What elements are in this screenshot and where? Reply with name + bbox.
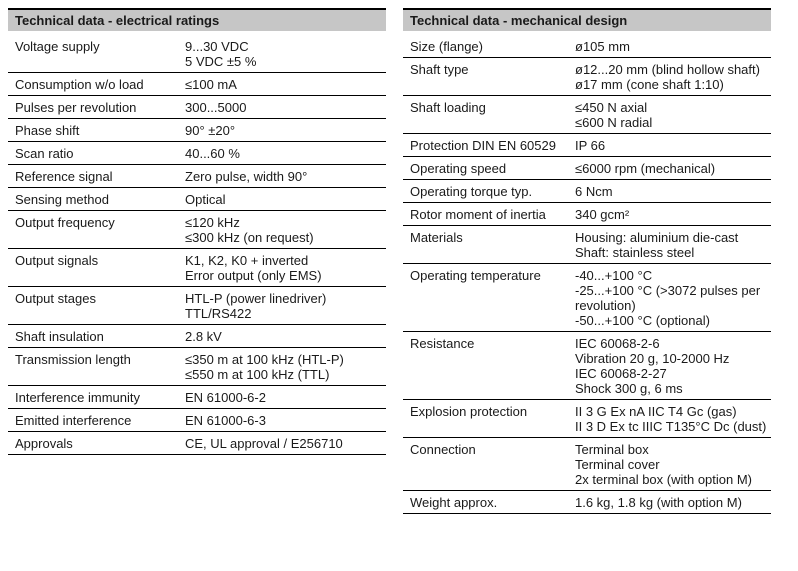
table-row bbox=[8, 432, 386, 455]
row-value bbox=[575, 39, 771, 54]
row-value-line: ≤100 mA bbox=[185, 77, 237, 92]
table-row bbox=[8, 409, 386, 432]
row-value bbox=[185, 192, 386, 207]
mechanical-design-rows bbox=[403, 31, 771, 514]
row-value-line: Shock 300 g, 6 ms bbox=[575, 381, 683, 396]
row-label: Output frequency bbox=[15, 215, 115, 230]
row-value bbox=[185, 39, 386, 69]
row-label: Output stages bbox=[15, 291, 96, 306]
row-value-line: Zero pulse, width 90° bbox=[185, 169, 308, 184]
row-value bbox=[575, 184, 771, 199]
table-row bbox=[403, 491, 771, 514]
table-row bbox=[403, 31, 771, 58]
row-value bbox=[575, 442, 771, 487]
row-label: Scan ratio bbox=[15, 146, 74, 161]
table-row bbox=[8, 31, 386, 73]
row-value-line: -25...+100 °C (>3072 pulses per revolution) bbox=[575, 283, 761, 313]
row-value-line: K1, K2, K0 + inverted bbox=[185, 253, 309, 268]
row-value-line: ≤450 N axial bbox=[575, 100, 648, 115]
row-value-line: 90° ±20° bbox=[185, 123, 236, 138]
row-value bbox=[575, 62, 771, 92]
row-value-line: II 3 G Ex nA IIC T4 Gc (gas) bbox=[575, 404, 737, 419]
electrical-ratings-title: Technical data - electrical ratings bbox=[8, 8, 386, 31]
row-label: Resistance bbox=[410, 336, 475, 351]
table-row bbox=[403, 400, 771, 438]
row-label: Phase shift bbox=[15, 123, 80, 138]
row-label: Output signals bbox=[15, 253, 99, 268]
table-row bbox=[8, 287, 386, 325]
row-value-line: Error output (only EMS) bbox=[185, 268, 322, 283]
row-label: Materials bbox=[410, 230, 463, 245]
row-value-line: 340 gcm² bbox=[575, 207, 630, 222]
table-row bbox=[8, 142, 386, 165]
row-value-line: Vibration 20 g, 10-2000 Hz bbox=[575, 351, 730, 366]
row-value-line: ≤6000 rpm (mechanical) bbox=[575, 161, 716, 176]
row-value-line: ≤300 kHz (on request) bbox=[185, 230, 314, 245]
electrical-ratings-rows bbox=[8, 31, 386, 455]
row-value bbox=[185, 352, 386, 382]
row-label: Interference immunity bbox=[15, 390, 140, 405]
table-row bbox=[403, 226, 771, 264]
row-value-line: Optical bbox=[185, 192, 226, 207]
row-value-line: -50...+100 °C (optional) bbox=[575, 313, 710, 328]
row-label: Weight approx. bbox=[410, 495, 498, 510]
row-label: Explosion protection bbox=[410, 404, 528, 419]
row-value bbox=[575, 138, 771, 153]
row-value-line: 1.6 kg, 1.8 kg (with option M) bbox=[575, 495, 742, 510]
table-row bbox=[403, 264, 771, 332]
row-value-line: IEC 60068-2-27 bbox=[575, 366, 667, 381]
row-value-line: IP 66 bbox=[575, 138, 606, 153]
row-value bbox=[575, 404, 771, 434]
row-value bbox=[185, 215, 386, 245]
row-value-line: CE, UL approval / E256710 bbox=[185, 436, 343, 451]
row-label: Reference signal bbox=[15, 169, 113, 184]
table-row bbox=[8, 249, 386, 287]
row-label: Operating temperature bbox=[410, 268, 541, 283]
row-value-line: 2.8 kV bbox=[185, 329, 222, 344]
row-value-line: ≤120 kHz bbox=[185, 215, 240, 230]
row-value-line: HTL-P (power linedriver) bbox=[185, 291, 327, 306]
row-value bbox=[575, 161, 771, 176]
row-value bbox=[185, 291, 386, 321]
row-label: Consumption w/o load bbox=[15, 77, 144, 92]
table-row bbox=[8, 325, 386, 348]
electrical-ratings-table bbox=[8, 8, 386, 455]
row-label: Connection bbox=[410, 442, 476, 457]
row-label: Shaft type bbox=[410, 62, 469, 77]
table-row bbox=[8, 211, 386, 249]
row-value bbox=[185, 253, 386, 283]
row-value-line: TTL/RS422 bbox=[185, 306, 252, 321]
row-label: Pulses per revolution bbox=[15, 100, 137, 115]
row-value-line: EN 61000-6-2 bbox=[185, 390, 266, 405]
row-value bbox=[575, 495, 771, 510]
row-label: Protection DIN EN 60529 bbox=[410, 138, 556, 153]
row-value-line: IEC 60068-2-6 bbox=[575, 336, 660, 351]
row-value bbox=[575, 268, 771, 328]
row-value-line: 6 Ncm bbox=[575, 184, 613, 199]
row-value-line: ≤600 N radial bbox=[575, 115, 653, 130]
row-value bbox=[575, 207, 771, 222]
row-label: Shaft insulation bbox=[15, 329, 104, 344]
row-value bbox=[185, 413, 386, 428]
row-value-line: ≤550 m at 100 kHz (TTL) bbox=[185, 367, 330, 382]
row-value bbox=[575, 100, 771, 130]
row-label: Operating torque typ. bbox=[410, 184, 533, 199]
row-value bbox=[575, 336, 771, 396]
row-label: Sensing method bbox=[15, 192, 109, 207]
row-value-line: -40...+100 °C bbox=[575, 268, 653, 283]
row-label: Rotor moment of inertia bbox=[410, 207, 546, 222]
mechanical-design-table bbox=[403, 8, 771, 514]
mechanical-design-title: Technical data - mechanical design bbox=[403, 8, 771, 31]
row-value-line: Terminal box bbox=[575, 442, 649, 457]
row-value-line: Housing: aluminium die-cast bbox=[575, 230, 739, 245]
row-label: Approvals bbox=[15, 436, 73, 451]
row-value-line: 9...30 VDC bbox=[185, 39, 249, 54]
row-value-line: Terminal cover bbox=[575, 457, 660, 472]
row-value bbox=[185, 77, 386, 92]
table-row bbox=[403, 332, 771, 400]
row-value-line: ø105 mm bbox=[575, 39, 630, 54]
table-row bbox=[403, 438, 771, 491]
row-value bbox=[185, 329, 386, 344]
row-value-line: ø17 mm (cone shaft 1:10) bbox=[575, 77, 724, 92]
row-value-line: EN 61000-6-3 bbox=[185, 413, 266, 428]
row-value bbox=[185, 146, 386, 161]
table-row bbox=[8, 188, 386, 211]
row-label: Emitted interference bbox=[15, 413, 132, 428]
table-row bbox=[8, 73, 386, 96]
row-value-line: ø12...20 mm (blind hollow shaft) bbox=[575, 62, 760, 77]
table-row bbox=[8, 119, 386, 142]
row-value-line: ≤350 m at 100 kHz (HTL-P) bbox=[185, 352, 344, 367]
row-value bbox=[185, 123, 386, 138]
row-value-line: Shaft: stainless steel bbox=[575, 245, 695, 260]
row-value-line: II 3 D Ex tc IIIC T135°C Dc (dust) bbox=[575, 419, 767, 434]
row-label: Transmission length bbox=[15, 352, 131, 367]
table-row bbox=[403, 96, 771, 134]
row-label: Operating speed bbox=[410, 161, 507, 176]
row-value-line: 300...5000 bbox=[185, 100, 247, 115]
table-row bbox=[403, 203, 771, 226]
table-row bbox=[403, 180, 771, 203]
row-label: Shaft loading bbox=[410, 100, 486, 115]
table-row bbox=[403, 157, 771, 180]
table-row bbox=[403, 134, 771, 157]
row-value bbox=[185, 436, 386, 451]
row-value-line: 5 VDC ±5 % bbox=[185, 54, 257, 69]
table-row bbox=[403, 58, 771, 96]
row-value bbox=[575, 230, 771, 260]
row-label: Voltage supply bbox=[15, 39, 100, 54]
table-row bbox=[8, 348, 386, 386]
row-value bbox=[185, 100, 386, 115]
row-value-line: 2x terminal box (with option M) bbox=[575, 472, 753, 487]
row-value bbox=[185, 169, 386, 184]
table-row bbox=[8, 96, 386, 119]
row-label: Size (flange) bbox=[410, 39, 483, 54]
table-row bbox=[8, 165, 386, 188]
table-row bbox=[8, 386, 386, 409]
row-value-line: 40...60 % bbox=[185, 146, 240, 161]
row-value bbox=[185, 390, 386, 405]
